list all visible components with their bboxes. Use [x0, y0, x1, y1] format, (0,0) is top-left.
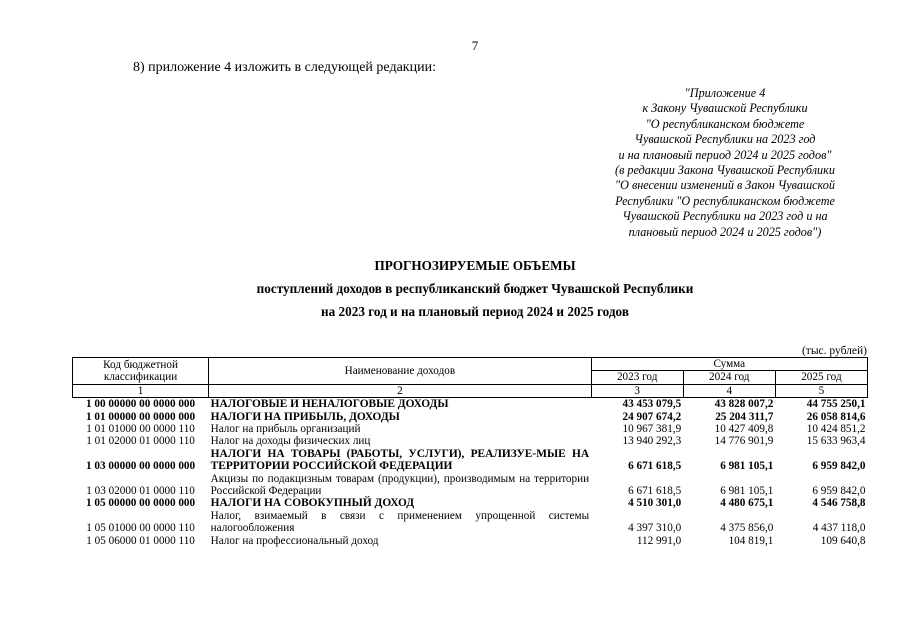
- row-value-2023: 24 907 674,2: [622, 410, 682, 423]
- row-code: 1 01 00000 00 0000 000: [86, 410, 196, 423]
- row-value-2025: 10 424 851,2: [806, 423, 866, 436]
- header-code: Код бюджетной классификации: [73, 358, 209, 385]
- table-row: [73, 448, 868, 473]
- table-row: [73, 535, 868, 547]
- units-label: (тыс. рублей): [801, 345, 867, 357]
- row-name: Налог, взимаемый в связи с применением упрощенной системы налогообложения: [210, 509, 590, 535]
- row-value-2024: 25 204 311,7: [715, 410, 774, 423]
- row-value-2025: 6 959 842,0: [812, 460, 866, 473]
- row-name: Акцизы по подакцизным товарам (продукции), производимым на территории Российской Федерации: [210, 472, 590, 498]
- header-name: Наименование доходов: [209, 358, 591, 385]
- row-value-2024: 10 427 409,8: [714, 423, 774, 436]
- row-name: НАЛОГИ НА СОВОКУПНЫЙ ДОХОД: [210, 497, 415, 510]
- appendix-line: "О внесении изменений в Закон Чувашской: [615, 178, 835, 193]
- row-code: 1 03 00000 00 0000 000: [86, 460, 196, 473]
- row-code: 1 03 02000 01 0000 110: [86, 485, 195, 498]
- table-row: [73, 423, 868, 435]
- appendix-line: к Закону Чувашской Республики: [642, 101, 808, 116]
- row-value-2023: 13 940 292,3: [622, 435, 682, 448]
- row-value-2023: 6 671 618,5: [628, 485, 682, 498]
- appendix-line: и на плановый период 2024 и 2025 годов": [618, 147, 832, 162]
- row-value-2024: 104 819,1: [728, 534, 774, 547]
- header-sum: Сумма: [591, 358, 867, 371]
- revenue-table: [72, 357, 868, 547]
- document-period: на 2023 год и на плановый период 2024 и 2025 годов: [321, 304, 629, 319]
- table-row: [73, 411, 868, 423]
- row-value-2025: 26 058 814,6: [806, 410, 866, 423]
- table-row: [73, 510, 868, 535]
- row-value-2023: 43 453 079,5: [622, 398, 682, 411]
- row-value-2025: 109 640,8: [820, 534, 866, 547]
- table-header-row: [73, 358, 868, 371]
- row-value-2024: 6 981 105,1: [720, 485, 774, 498]
- row-value-2023: 4 510 301,0: [628, 497, 682, 510]
- appendix-line: плановый период 2024 и 2025 годов"): [628, 224, 822, 239]
- table-column-numbers: [73, 384, 868, 397]
- row-code: 1 05 01000 00 0000 110: [86, 522, 195, 535]
- row-value-2025: 6 959 842,0: [812, 485, 866, 498]
- row-name: НАЛОГИ НА ТОВАРЫ (РАБОТЫ, УСЛУГИ), РЕАЛИЗУЕ-МЫЕ НА ТЕРРИТОРИИ РОССИЙСКОЙ ФЕДЕРАЦИИ: [210, 447, 590, 473]
- row-code: 1 01 02000 01 0000 110: [86, 435, 195, 448]
- appendix-line: "О республиканском бюджете: [645, 116, 805, 131]
- row-value-2025: 4 546 758,8: [812, 497, 866, 510]
- row-value-2024: 4 375 856,0: [720, 522, 774, 535]
- row-value-2023: 6 671 618,5: [628, 460, 682, 473]
- row-value-2023: 4 397 310,0: [628, 522, 682, 535]
- appendix-reference: [590, 86, 860, 240]
- header-year-2023: 2023 год: [591, 371, 683, 384]
- appendix-line: (в редакции Закона Чувашской Республики: [615, 163, 835, 178]
- column-number: 5: [775, 384, 867, 397]
- row-code: 1 05 06000 01 0000 110: [86, 534, 195, 547]
- row-value-2024: 14 776 901,9: [714, 435, 774, 448]
- row-name: НАЛОГОВЫЕ И НЕНАЛОГОВЫЕ ДОХОДЫ: [210, 398, 449, 411]
- appendix-line: "Приложение 4: [684, 86, 766, 100]
- appendix-line: Чувашской Республики на 2023 год и на: [622, 209, 828, 224]
- row-value-2024: 43 828 007,2: [714, 398, 774, 411]
- row-code: 1 01 01000 00 0000 110: [86, 423, 195, 436]
- document-subtitle: поступлений доходов в республиканский бюджет Чувашской Республики: [256, 281, 694, 296]
- row-value-2025: 15 633 963,4: [806, 435, 866, 448]
- table-row: [73, 435, 868, 447]
- row-value-2023: 10 967 381,9: [622, 423, 682, 436]
- row-value-2024: 6 981 105,1: [720, 460, 774, 473]
- row-name: Налог на профессиональный доход: [210, 534, 379, 547]
- row-name: Налог на доходы физических лиц: [210, 435, 371, 448]
- amendment-intro: 8) приложение 4 изложить в следующей редакции:: [133, 60, 436, 75]
- row-value-2025: 4 437 118,0: [812, 522, 866, 535]
- page-number: 7: [471, 38, 479, 53]
- appendix-line: Республики "О республиканском бюджете: [615, 193, 835, 208]
- header-year-2025: 2025 год: [775, 371, 867, 384]
- table-row: [73, 398, 868, 411]
- row-value-2024: 4 480 675,1: [720, 497, 774, 510]
- row-value-2023: 112 991,0: [636, 534, 682, 547]
- header-year-2024: 2024 год: [683, 371, 775, 384]
- row-value-2025: 44 755 250,1: [806, 398, 866, 411]
- table-row: [73, 473, 868, 498]
- row-code: 1 05 00000 00 0000 000: [86, 497, 196, 510]
- row-name: Налог на прибыль организаций: [210, 423, 361, 436]
- column-number: 3: [591, 384, 683, 397]
- column-number: 2: [209, 384, 591, 397]
- appendix-line: Чувашской Республики на 2023 год: [634, 132, 816, 147]
- row-name: НАЛОГИ НА ПРИБЫЛЬ, ДОХОДЫ: [210, 410, 400, 423]
- row-code: 1 00 00000 00 0000 000: [86, 398, 196, 411]
- document-title: ПРОГНОЗИРУЕМЫЕ ОБЪЕМЫ: [374, 258, 576, 273]
- column-number: 4: [683, 384, 775, 397]
- table-row: [73, 497, 868, 509]
- column-number: 1: [73, 384, 209, 397]
